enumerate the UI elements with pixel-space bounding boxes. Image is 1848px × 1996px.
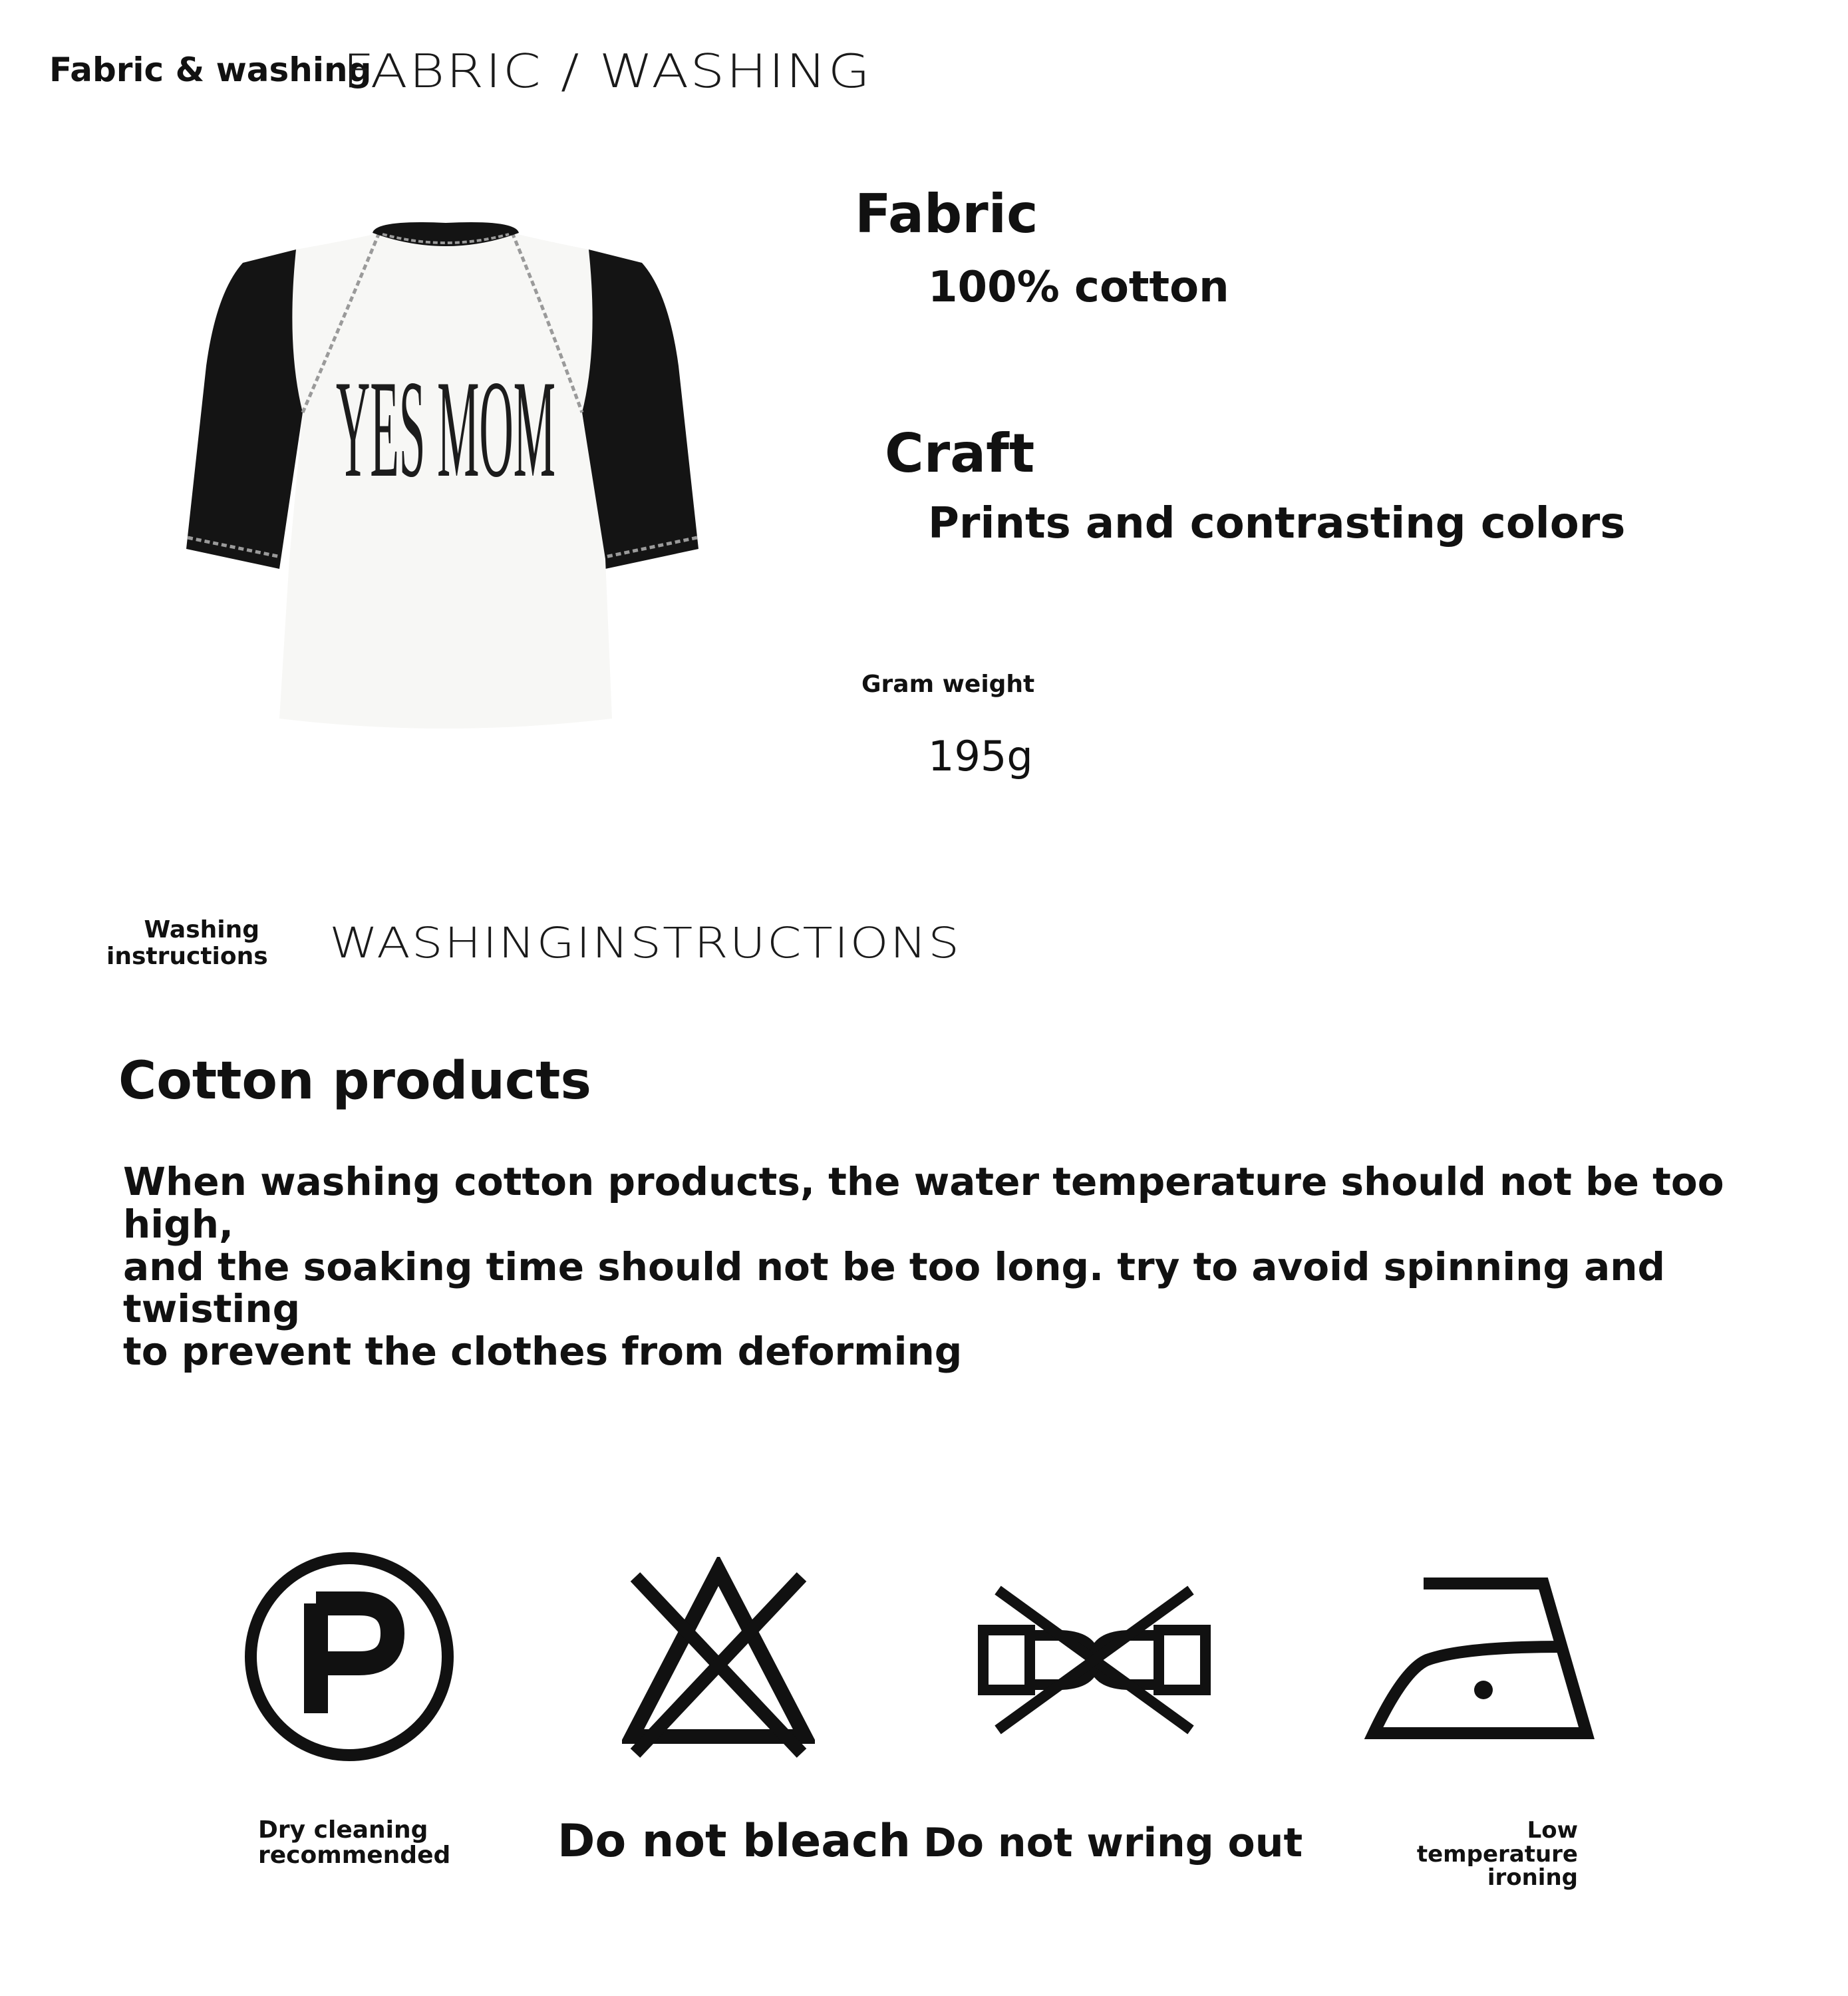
washing-title-cn-line2: instructions [106, 942, 268, 970]
low-temp-iron-icon [1364, 1577, 1603, 1743]
dry-clean-label-line2: recommended [258, 1841, 451, 1869]
paragraph-line-1: When washing cotton products, the water temperature should not be too high, [123, 1159, 1724, 1247]
cotton-products-title: Cotton products [118, 1051, 591, 1111]
craft-label: Craft [885, 422, 1035, 484]
no-bleach-label: Do not bleach [557, 1815, 911, 1868]
low-temp-iron-label-line2: ironing [1487, 1864, 1578, 1892]
gram-weight-value: 195g [928, 732, 1033, 780]
low-temp-iron-label [1370, 1819, 1578, 1890]
dry-clean-p-icon [243, 1550, 456, 1763]
dry-clean-label-line1: Dry cleaning [258, 1816, 428, 1844]
washing-title-cn-line1: Washing [144, 916, 259, 943]
no-wring-icon [978, 1583, 1211, 1737]
fabric-value: 100% cotton [928, 263, 1229, 312]
washing-title-en: WASHINGINSTRUCTIONS [329, 919, 961, 968]
header-title-en: FABRIC / WASHING [343, 45, 872, 98]
washing-title-cn [106, 916, 268, 970]
craft-value: Prints and contrasting colors [928, 499, 1626, 548]
paragraph-line-2: and the soaking time should not be too long. try to avoid spinning and twisting [123, 1244, 1666, 1332]
no-wring-label: Do not wring out [923, 1820, 1303, 1866]
tshirt-print-text: YES MOM [336, 352, 555, 506]
dry-clean-label [258, 1818, 450, 1868]
gram-weight-label: Gram weight [861, 671, 1035, 698]
no-bleach-icon [622, 1557, 815, 1763]
tshirt-product-image [180, 213, 712, 745]
cotton-products-paragraph [123, 1161, 1786, 1373]
fabric-label: Fabric [855, 183, 1038, 245]
header-title-cn: Fabric & washing [49, 51, 372, 89]
low-temp-iron-label-line1: Low temperature [1416, 1817, 1578, 1868]
paragraph-line-3: to prevent the clothes from deforming [123, 1329, 963, 1375]
